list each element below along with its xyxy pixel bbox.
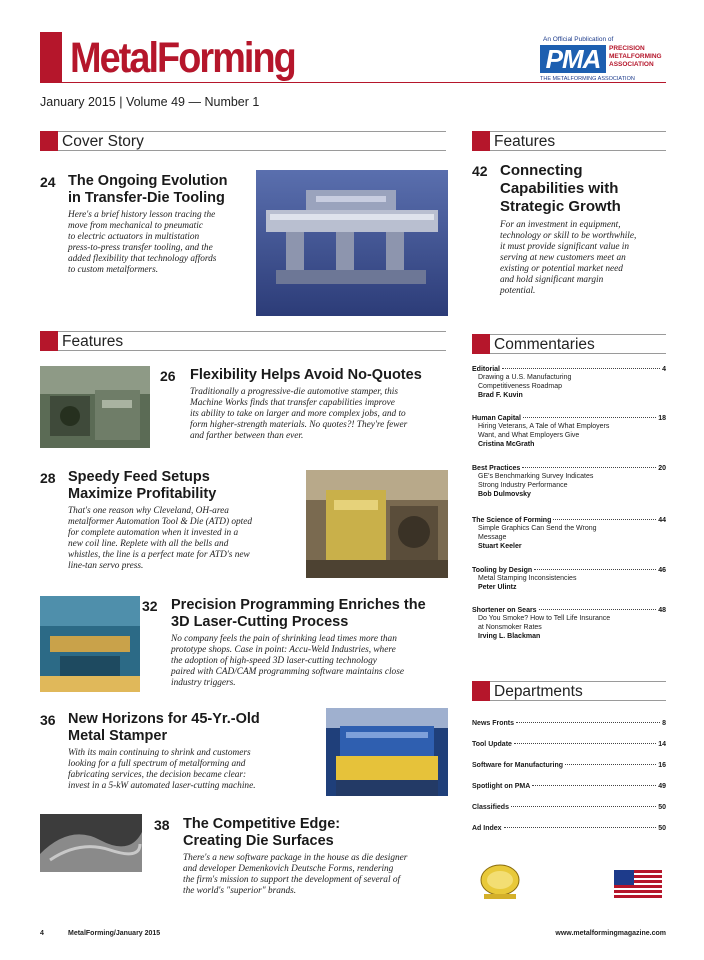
masthead-bar xyxy=(40,32,62,82)
article-connecting-capabilities[interactable] xyxy=(500,162,668,297)
article-desc-line: For an investment in equipment, xyxy=(500,220,621,230)
commentary-subtitle: GE's Benchmarking Survey Indicates xyxy=(478,473,594,480)
commentary-subtitle: Do You Smoke? How to Tell Life Insurance xyxy=(478,615,611,622)
footer-website[interactable]: www.metalformingmagazine.com xyxy=(555,930,666,937)
article-title-line: Flexibility Helps Avoid No-Quotes xyxy=(190,367,422,383)
article-desc-line: With its main continuing to shrink and customers xyxy=(68,748,251,758)
department-page: 16 xyxy=(658,762,666,769)
article-desc-line: the adoption of high-speed 3D laser-cutting technology xyxy=(171,656,377,666)
pma-tagline: An Official Publication of xyxy=(543,36,614,43)
article-page-number: 24 xyxy=(40,174,56,190)
photo-flexibility xyxy=(40,366,150,448)
article-page-number: 38 xyxy=(154,817,170,833)
commentary-subtitle: Hiring Veterans, A Tale of What Employers xyxy=(478,423,610,430)
section-features-right xyxy=(472,131,666,151)
photo-new-horizons xyxy=(326,708,448,796)
article-page-number: 28 xyxy=(40,470,56,486)
commentary-subtitle: Simple Graphics Can Send the Wrong xyxy=(478,525,597,532)
commentary-category: Human Capital xyxy=(472,415,522,422)
commentary-author: Bob Dulmovsky xyxy=(478,491,531,498)
commentary-author: Stuart Keeler xyxy=(478,543,522,550)
article-title-line: New Horizons for 45-Yr.-Old xyxy=(68,711,260,727)
article-desc-line: the world's "superior" brands. xyxy=(183,886,297,896)
article-precision-programming[interactable] xyxy=(171,597,451,689)
article-desc-line: technology or skill to be worthwhile, xyxy=(500,231,637,241)
department-page: 14 xyxy=(658,741,666,748)
photo-precision-programming xyxy=(40,596,140,692)
commentary-subtitle: Want, and What Employers Give xyxy=(478,432,580,439)
article-desc-line: whistles, the line is a perfect mate for ATD's new xyxy=(68,550,250,560)
commentary-subtitle: Competitiveness Roadmap xyxy=(478,383,563,390)
article-desc-line: the firm's mission to support the development of several of xyxy=(183,875,401,885)
article-desc-line: potential. xyxy=(500,286,536,296)
section-label: Commentaries xyxy=(494,336,595,353)
commentary-page: 48 xyxy=(658,607,666,614)
pma-subline: THE METALFORMING ASSOCIATION xyxy=(540,76,635,82)
article-title-line: in Transfer-Die Tooling xyxy=(68,190,225,206)
article-desc-line: looking for a full spectrum of metalforming and xyxy=(68,759,246,769)
article-title-line: 3D Laser-Cutting Process xyxy=(171,614,349,630)
photo-competitive-edge xyxy=(40,814,142,872)
section-label: Features xyxy=(62,333,124,350)
award-badge-icon xyxy=(478,862,522,902)
article-desc-line: move from mechanical to pneumatic xyxy=(68,221,203,231)
article-desc-line: prototype shops. Case in point: Accu-Weld Industries, where xyxy=(171,645,396,655)
commentary-subtitle: Message xyxy=(478,534,507,541)
department-entry[interactable] xyxy=(472,804,666,811)
department-label: Tool Update xyxy=(472,741,512,748)
department-label: News Fronts xyxy=(472,720,515,727)
commentary-category: Tooling by Design xyxy=(472,567,533,574)
commentary-subtitle: Metal Stamping Inconsistencies xyxy=(478,575,577,582)
commentary-entry[interactable] xyxy=(472,366,666,399)
section-chip xyxy=(472,334,490,354)
commentary-page: 20 xyxy=(658,465,666,472)
article-title-line: Strategic Growth xyxy=(500,198,621,215)
article-competitive-edge[interactable] xyxy=(183,816,453,897)
article-desc-line: new coil line. Replete with all the bells and xyxy=(68,539,229,549)
us-flag-icon xyxy=(614,870,662,900)
article-title-line: Connecting xyxy=(500,162,583,179)
article-desc-line: press-to-press transfer tooling, and the xyxy=(68,243,213,253)
article-title-line: The Ongoing Evolution xyxy=(68,173,228,189)
article-page-number: 26 xyxy=(160,368,176,384)
commentary-entry[interactable] xyxy=(472,465,666,498)
article-desc-line: and farther between than ever. xyxy=(190,431,304,441)
commentary-category: Best Practices xyxy=(472,465,521,472)
article-desc-line: invest in a 5-kW automated laser-cutting machine. xyxy=(68,781,256,791)
article-desc-line: its ability to take on larger and more complex jobs, and to xyxy=(190,409,406,419)
article-desc-line: for complete automation when it invested in a xyxy=(68,528,239,538)
section-chip xyxy=(40,131,58,151)
article-title-line: Precision Programming Enriches the xyxy=(171,597,426,613)
commentary-category: The Science of Forming xyxy=(472,517,552,524)
commentary-page: 18 xyxy=(658,415,666,422)
article-new-horizons[interactable] xyxy=(68,711,330,792)
commentary-page: 44 xyxy=(658,517,666,524)
article-desc-line: form higher-strength materials. No quotes?! They're fewer xyxy=(190,420,408,430)
department-entry[interactable] xyxy=(472,720,666,727)
article-desc-line: Traditionally a progressive-die automotive stamper, this xyxy=(190,387,398,397)
department-label: Ad Index xyxy=(472,825,502,832)
article-desc-line: existing or potential market need xyxy=(500,264,623,274)
section-chip xyxy=(472,681,490,701)
section-cover-story xyxy=(40,131,446,151)
article-desc-line: There's a new software package in the house as die designer xyxy=(183,853,408,863)
department-entry[interactable] xyxy=(472,783,666,790)
commentary-category: Editorial xyxy=(472,366,501,373)
commentary-subtitle: Drawing a U.S. Manufacturing xyxy=(478,374,572,381)
cover-photo-transfer-tooling xyxy=(256,170,448,316)
commentary-author: Peter Ulintz xyxy=(478,584,517,591)
department-page: 50 xyxy=(658,825,666,832)
commentary-subtitle: Strong Industry Performance xyxy=(478,482,568,489)
article-desc-line: industry triggers. xyxy=(171,678,236,688)
masthead-title: MetalForming xyxy=(70,34,295,82)
pma-name: PRECISION METALFORMING ASSOCIATION xyxy=(609,45,662,68)
commentary-subtitle: at Nonsmoker Rates xyxy=(478,624,542,631)
commentary-author: Cristina McGrath xyxy=(478,441,535,448)
department-entry[interactable] xyxy=(472,741,666,748)
article-desc-line: and developer Demenkovich Deutsche Forms, rendering xyxy=(183,864,394,874)
section-departments xyxy=(472,681,666,701)
article-desc-line: serving at new customers meet an xyxy=(500,253,626,263)
article-flexibility[interactable] xyxy=(190,367,450,442)
article-page-number: 32 xyxy=(142,598,158,614)
department-page: 8 xyxy=(662,720,666,727)
department-page: 50 xyxy=(658,804,666,811)
department-entry[interactable] xyxy=(472,762,666,769)
article-desc-line: line-tan servo press. xyxy=(68,561,144,571)
article-desc-line: and hold significant margin xyxy=(500,275,604,285)
commentary-page: 4 xyxy=(662,366,666,373)
photo-speedy-feed xyxy=(306,470,448,578)
section-label: Features xyxy=(494,133,556,150)
department-page: 49 xyxy=(658,783,666,790)
article-title-line: The Competitive Edge: xyxy=(183,816,341,832)
footer-publication: MetalForming/January 2015 xyxy=(68,930,161,937)
article-title-line: Maximize Profitability xyxy=(68,486,217,502)
section-chip xyxy=(472,131,490,151)
commentary-category: Shortener on Sears xyxy=(472,607,537,614)
department-entry[interactable] xyxy=(472,825,666,832)
department-label: Classifieds xyxy=(472,804,509,811)
department-label: Spotlight on PMA xyxy=(472,783,531,790)
commentary-author: Brad F. Kuvin xyxy=(478,392,523,399)
section-label: Cover Story xyxy=(62,133,144,150)
section-features-left xyxy=(40,331,446,351)
article-desc-line: added flexibility that technology affords xyxy=(68,254,217,264)
issue-line: January 2015 | Volume 49 — Number 1 xyxy=(40,95,260,109)
pma-logo: PMA xyxy=(540,45,606,73)
article-cover-story[interactable] xyxy=(68,173,258,276)
article-desc-line: paired with CAD/CAM programming software maintains close xyxy=(171,667,404,677)
article-title-line: Capabilities with xyxy=(500,180,619,197)
article-desc-line: to electric actuators in multistation xyxy=(68,232,200,242)
article-desc-line: it must provide significant value in xyxy=(500,242,630,252)
article-title-line: Metal Stamper xyxy=(68,728,168,744)
article-desc-line: to custom metalformers. xyxy=(68,265,159,275)
section-label: Departments xyxy=(494,683,583,700)
article-page-number: 42 xyxy=(472,163,488,179)
article-desc-line: Here's a brief history lesson tracing the xyxy=(68,210,216,220)
commentary-page: 46 xyxy=(658,567,666,574)
footer-page-number: 4 xyxy=(40,930,44,937)
article-page-number: 36 xyxy=(40,712,56,728)
department-label: Software for Manufacturing xyxy=(472,762,564,769)
article-desc-line: That's one reason why Cleveland, OH-area xyxy=(68,506,229,516)
section-chip xyxy=(40,331,58,351)
article-desc-line: fabricating services, the decision became clear: xyxy=(68,770,247,780)
article-desc-line: No company feels the pain of shrinking lead times more than xyxy=(171,634,397,644)
commentary-entry[interactable] xyxy=(472,567,666,591)
article-title-line: Speedy Feed Setups xyxy=(68,469,210,485)
masthead-rule xyxy=(40,82,666,83)
commentary-entry[interactable] xyxy=(472,517,666,550)
section-commentaries xyxy=(472,334,666,354)
commentary-author: Irving L. Blackman xyxy=(478,633,541,640)
article-title-line: Creating Die Surfaces xyxy=(183,833,334,849)
commentary-entry[interactable] xyxy=(472,415,666,448)
article-desc-line: metalformer Automation Tool & Die (ATD) opted xyxy=(68,517,253,527)
commentary-entry[interactable] xyxy=(472,607,666,640)
article-speedy-feed[interactable] xyxy=(68,469,304,572)
article-desc-line: Machine Works finds that transfer capabilities improve xyxy=(190,398,395,408)
